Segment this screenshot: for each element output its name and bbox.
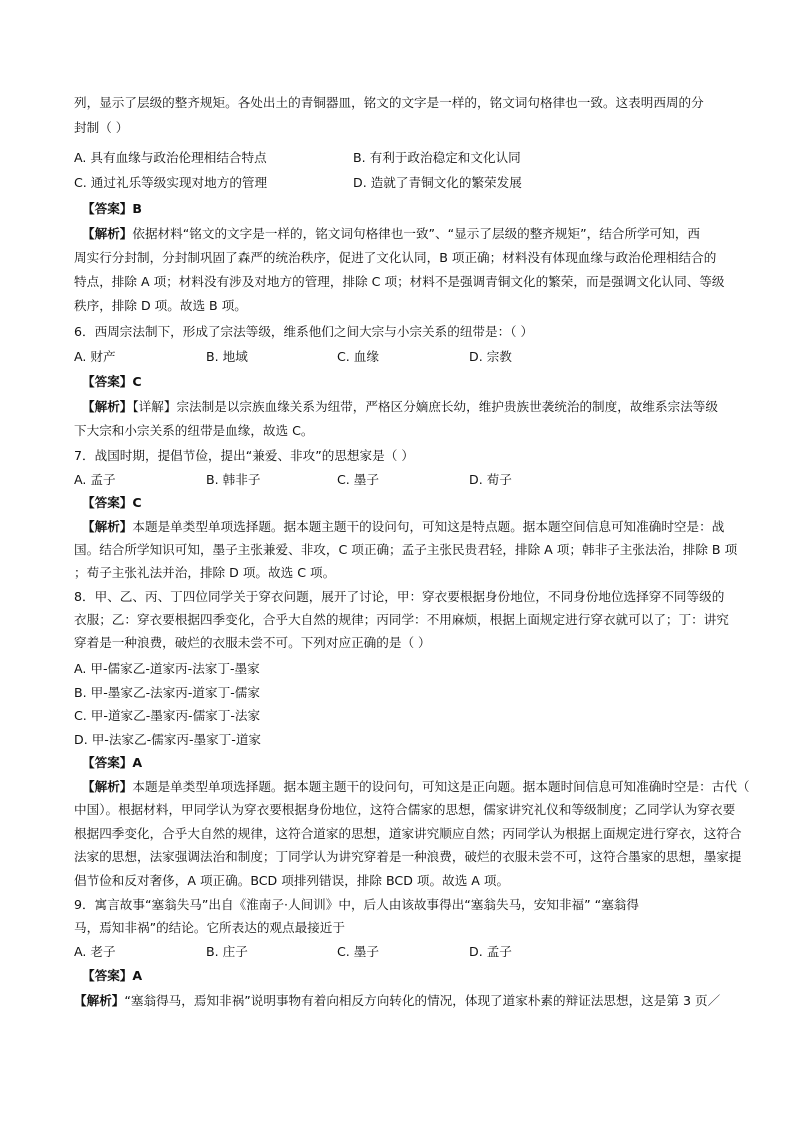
answer-tag: 【答案】 <box>82 495 133 510</box>
q8-stem-line-2: 衣服；乙：穿衣要根据四季变化，合乎大自然的规律；丙同学：不用麻烦，根据上面规定进行穿衣就可以了；丁：讲究 <box>74 612 729 627</box>
analysis-text: 【详解】宗法制是以宗族血缘关系为纽带，严格区分嫡庶长幼，维护贵族世袭统治的制度，故维系宗法等级 <box>132 399 718 414</box>
q7-analysis-line-1 <box>82 517 724 537</box>
q7-analysis-line-2: 国。结合所学知识可知，墨子主张兼爱、非攻，C 项正确；孟子主张民贵君轻，排除 A 项；韩非子主张法治，排除 B 项 <box>74 542 738 557</box>
q6-analysis-line-2: 下大宗和小宗关系的纽带是血缘，故选 C。 <box>74 423 314 438</box>
q5-option-d: D. 造就了青铜文化的繁荣发展 <box>353 175 522 190</box>
q8-analysis-line-2: 中国）。根据材料，甲同学认为穿衣要根据身份地位，这符合儒家的思想，儒家讲究礼仪和等级制度；乙同学认为穿衣要 <box>74 802 736 817</box>
q8-option-b: B. 甲-墨家乙-法家丙-道家丁-儒家 <box>74 685 260 700</box>
analysis-text: 本题是单类型单项选择题。据本题主题干的设问句，可知这是特点题。据本题空间信息可知准确时空是：战 <box>132 519 725 534</box>
q9-stem-line-1: 9．寓言故事“塞翁失马”出自《淮南子·人间训》中，后人由该故事得出“塞翁失马，安知非福” “塞翁得 <box>74 897 639 912</box>
q5-option-b: B. 有利于政治稳定和文化认同 <box>353 150 521 165</box>
q9-answer <box>82 966 142 986</box>
q5-analysis-line-1 <box>82 224 700 244</box>
q5-stem-line-1: 列，显示了层级的整齐规矩。各处出土的青铜器皿，铭文的文字是一样的，铭文词句格律也一致。这表明西周的分 <box>74 95 704 110</box>
answer-value: C <box>132 374 142 389</box>
analysis-tag: 【解析】 <box>82 779 133 794</box>
analysis-tag: 【解析】 <box>82 226 133 241</box>
q7-option-b: B. 韩非子 <box>206 472 261 487</box>
q5-answer <box>82 199 142 219</box>
q6-stem: 6．西周宗法制下，形成了宗法等级，维系他们之间大宗与小宗关系的纽带是：（ ） <box>74 324 534 339</box>
q8-stem-line-3: 穿着是一种浪费，破烂的衣服未尝不可。下列对应正确的是（ ） <box>74 635 431 650</box>
q8-option-d: D. 甲-法家乙-儒家丙-墨家丁-道家 <box>74 732 262 747</box>
q7-analysis-line-3: ；荀子主张礼法并治，排除 D 项。故选 C 项。 <box>74 565 336 580</box>
q9-analysis-line-1 <box>74 991 720 1011</box>
q9-option-a: A. 老子 <box>74 944 116 959</box>
answer-value: A <box>132 755 143 770</box>
analysis-tag: 【解析】 <box>74 993 125 1008</box>
q6-option-c: C. 血缘 <box>337 349 379 364</box>
answer-value: A <box>132 968 143 983</box>
q8-answer <box>82 753 142 773</box>
answer-tag: 【答案】 <box>82 968 133 983</box>
q5-option-a: A. 具有血缘与政治伦理相结合特点 <box>74 150 267 165</box>
analysis-text: 本题是单类型单项选择题。据本题主题干的设问句，可知这是正向题。据本题时间信息可知准确时空是：古代（ <box>132 779 750 794</box>
analysis-text: 依据材料“铭文的文字是一样的，铭文词句格律也一致”、“显示了层级的整齐规矩”，结合所学可知，西 <box>132 226 701 241</box>
q5-analysis-line-4: 秩序，排除 D 项。故选 B 项。 <box>74 298 247 313</box>
analysis-text: “塞翁得马，焉知非祸”说明事物有着向相反方向转化的情况，体现了道家朴素的辩证法思想，这是第 3 页／ <box>124 993 721 1008</box>
q8-option-a: A. 甲-儒家乙-道家丙-法家丁-墨家 <box>74 661 260 676</box>
q7-answer <box>82 493 142 513</box>
q9-option-c: C. 墨子 <box>337 944 379 959</box>
q5-analysis-line-3: 特点，排除 A 项；材料没有涉及对地方的管理，排除 C 项；材料不是强调青铜文化的繁荣，而是强调文化认同、等级 <box>74 274 725 289</box>
q9-option-d: D. 孟子 <box>469 944 512 959</box>
q9-option-b: B. 庄子 <box>206 944 248 959</box>
q6-answer <box>82 372 142 392</box>
q8-analysis-line-3: 根据四季变化，合乎大自然的规律，这符合道家的思想，道家讲究顺应自然；丙同学认为根据上面规定进行穿衣，这符合 <box>74 826 742 841</box>
q5-option-c: C. 通过礼乐等级实现对地方的管理 <box>74 175 268 190</box>
answer-value: C <box>132 495 142 510</box>
analysis-tag: 【解析】 <box>82 399 133 414</box>
q6-option-d: D. 宗教 <box>469 349 512 364</box>
q7-option-a: A. 孟子 <box>74 472 116 487</box>
q6-option-b: B. 地域 <box>206 349 248 364</box>
answer-tag: 【答案】 <box>82 201 133 216</box>
q9-stem-line-2: 马，焉知非祸”的结论。它所表达的观点最接近于 <box>74 920 345 935</box>
q8-analysis-line-5: 倡节俭和反对奢侈，A 项正确。BCD 项排列错误，排除 BCD 项。故选 A 项。 <box>74 873 510 888</box>
q5-analysis-line-2: 周实行分封制，分封制巩固了森严的统治秩序，促进了文化认同，B 项正确；材料没有体现血缘与政治伦理相结合的 <box>74 250 717 265</box>
q7-stem: 7．战国时期，提倡节俭，提出“兼爱、非攻”的思想家是（ ） <box>74 448 414 463</box>
q5-stem-line-2: 封制（ ） <box>74 120 129 135</box>
q8-analysis-line-1 <box>82 777 749 797</box>
q7-option-d: D. 荀子 <box>469 472 512 487</box>
q8-stem-line-1: 8．甲、乙、丙、丁四位同学关于穿衣问题，展开了讨论，甲：穿衣要根据身份地位，不同身份地位选择穿不同等级的 <box>74 589 725 604</box>
q6-analysis-line-1 <box>82 397 718 417</box>
answer-tag: 【答案】 <box>82 374 133 389</box>
answer-tag: 【答案】 <box>82 755 133 770</box>
answer-value: B <box>132 201 142 216</box>
q8-option-c: C. 甲-道家乙-墨家丙-儒家丁-法家 <box>74 708 261 723</box>
analysis-tag: 【解析】 <box>82 519 133 534</box>
q8-analysis-line-4: 法家的思想，法家强调法治和制度；丁同学认为讲究穿着是一种浪费，破烂的衣服未尝不可，这符合墨家的思想，墨家提 <box>74 849 742 864</box>
q7-option-c: C. 墨子 <box>337 472 379 487</box>
q6-option-a: A. 财产 <box>74 349 116 364</box>
